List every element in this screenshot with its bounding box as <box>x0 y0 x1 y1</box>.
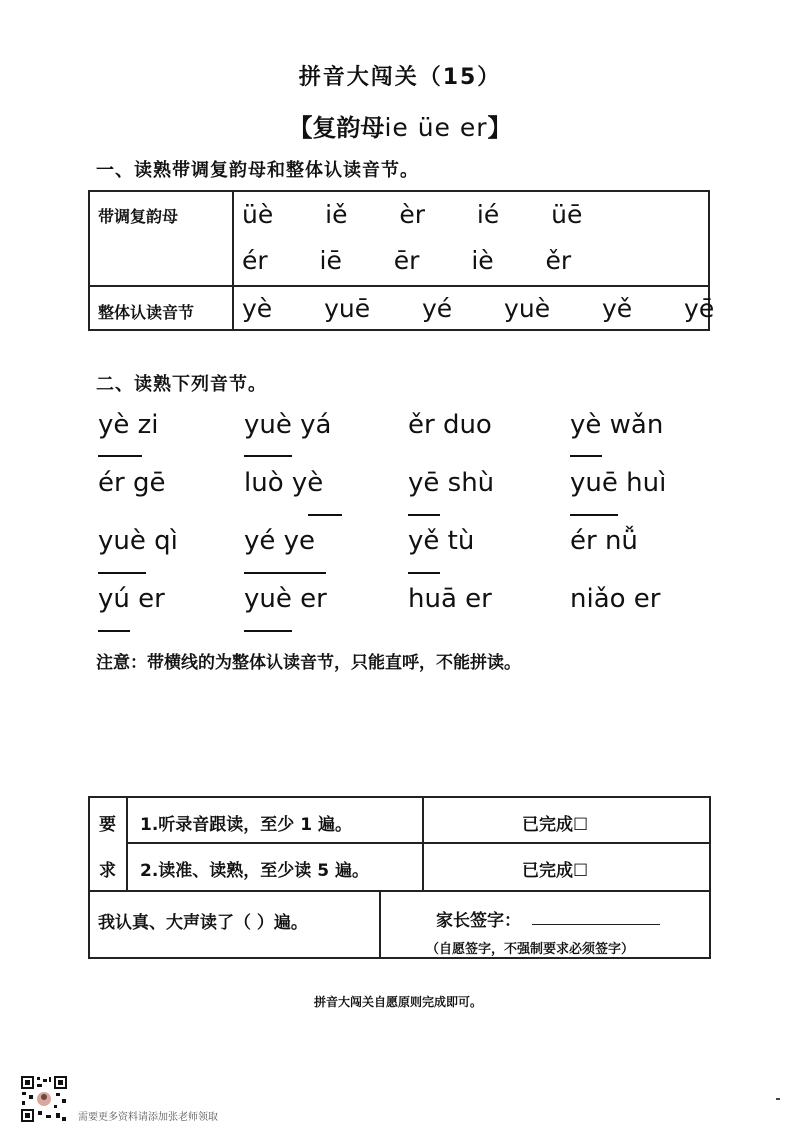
table-divider <box>422 798 424 890</box>
syllable-underline <box>98 630 130 632</box>
syllable: yuē huì <box>570 468 667 498</box>
syllable-underline <box>98 572 146 574</box>
syllable: yè zi <box>98 410 159 440</box>
syllable-underline <box>308 514 342 516</box>
requirements-table <box>88 796 711 959</box>
syllable-underline <box>244 630 292 632</box>
sign-note: （自愿签字，不强制要求必须签字） <box>426 942 635 957</box>
row1-label: 带调复韵母 <box>98 207 179 226</box>
syllable: ér gē <box>98 468 166 498</box>
qr-code-icon <box>20 1075 68 1123</box>
finals-table <box>88 190 715 331</box>
syllable-underline <box>408 514 440 516</box>
table-divider <box>126 842 709 844</box>
section1-heading: 一、读熟带调复韵母和整体认读音节。 <box>96 160 419 181</box>
syllable-underline <box>244 455 292 457</box>
table-divider <box>90 285 708 287</box>
syllable-underline <box>98 455 142 457</box>
req-char: 要 <box>99 815 116 835</box>
syllable: yè wǎn <box>570 410 664 440</box>
syllable: yuè er <box>244 584 327 614</box>
requirement-1: 1.听录音跟读，至少 1 遍。 <box>140 815 352 835</box>
subtitle-pinyin: ie üe er <box>384 113 488 142</box>
syllable: yú er <box>98 584 165 614</box>
table-divider <box>90 890 709 892</box>
table-divider <box>232 192 234 329</box>
requirement-2: 2.读准、读熟，至少读 5 遍。 <box>140 861 369 881</box>
syllable: luò yè <box>244 468 324 498</box>
page-title: 拼音大闯关（15） <box>298 65 502 90</box>
row2-line: yè yuē yé yuè yě yē <box>242 294 715 323</box>
syllable: ér nǚ <box>570 526 638 556</box>
page-subtitle <box>0 108 800 143</box>
syllable-underline <box>570 514 618 516</box>
syllable-underline <box>570 455 602 457</box>
req-char: 求 <box>99 861 116 881</box>
syllable: yuè qì <box>98 526 178 556</box>
signature-line[interactable] <box>532 924 660 925</box>
row1-line2: ér iē ēr iè ěr <box>242 246 572 275</box>
syllable: ěr duo <box>408 410 492 440</box>
syllable: huā er <box>408 584 492 614</box>
row1-line1: üè iě èr ié üē <box>242 200 583 229</box>
syllable: niǎo er <box>570 584 661 614</box>
read-times-field[interactable]: 我认真、大声读了（ ）遍。 <box>98 913 308 933</box>
note-text: 注意：带横线的为整体认读音节，只能直呼，不能拼读。 <box>96 653 521 673</box>
subtitle-right: 】 <box>487 114 512 142</box>
footer-note: 拼音大闯关自愿原则完成即可。 <box>314 995 483 1009</box>
row2-label: 整体认读音节 <box>98 303 195 322</box>
syllable: yé ye <box>244 526 316 556</box>
syllable: yě tù <box>408 526 475 556</box>
syllable-underline <box>408 572 440 574</box>
table-divider <box>126 798 128 890</box>
done-checkbox-1[interactable]: 已完成☐ <box>522 815 589 835</box>
section2-heading: 二、读熟下列音节。 <box>96 374 267 395</box>
syllable: yē shù <box>408 468 495 498</box>
parent-sign-label: 家长签字： <box>436 911 521 931</box>
done-checkbox-2[interactable]: 已完成☐ <box>522 861 589 881</box>
table-divider <box>379 890 381 957</box>
syllable-underline <box>244 572 326 574</box>
syllable: yuè yá <box>244 410 332 440</box>
subtitle-left: 【复韵母 <box>288 114 385 142</box>
page-mark <box>776 1098 780 1100</box>
qr-caption: 需要更多资料请添加张老师领取 <box>78 1112 218 1123</box>
